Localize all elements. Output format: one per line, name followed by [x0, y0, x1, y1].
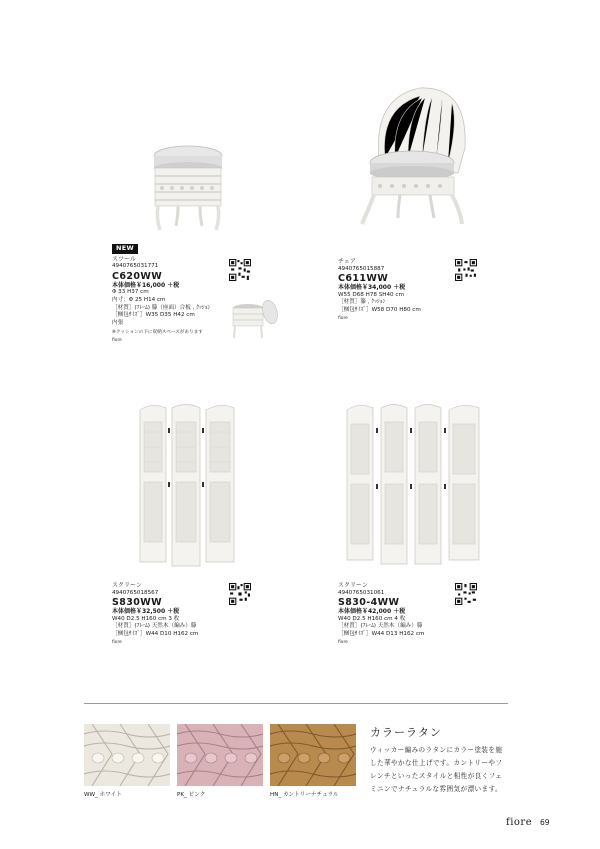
spec-line: ［材質］(ﾌﾚｰﾑ) 天然木（編み）籐	[112, 623, 197, 630]
brand-label: fiore	[112, 639, 122, 645]
product-stool	[112, 244, 322, 345]
section-divider	[84, 703, 508, 704]
stool-photo	[140, 138, 240, 238]
spec-line: ［材質］籐 , ｸｯｼｮﾝ	[338, 299, 386, 306]
product-name: スクリーン	[112, 582, 142, 589]
product-name: チェア	[338, 258, 356, 265]
product-code: S830-4WW	[338, 597, 400, 609]
brand-label: fiore	[112, 337, 122, 343]
jan-code: 4940765031771	[112, 263, 159, 270]
description-line: ウィッカー編みのラタンにカラー塗装を施	[370, 746, 503, 754]
product-chair	[338, 258, 548, 322]
spec-line: ［梱包ｻｲｽﾞ］W44 D13 H162 cm	[338, 630, 425, 637]
brand-label: fiore	[338, 639, 348, 645]
spec-line: ［梱包ｻｲｽﾞ］W35 D35 H42 cm	[112, 312, 195, 319]
product-price: 本体価格￥34,000 ＋税	[338, 284, 406, 292]
chair-photo	[350, 78, 480, 228]
jan-code: 4940765018567	[112, 589, 159, 596]
jan-code: 4940765031061	[338, 589, 385, 596]
spec-line: W40 D2.5 H160 cm 4 枚	[338, 615, 406, 622]
spec-line: 内寸：Φ 25 H14 cm	[112, 296, 166, 303]
product-code: C620WW	[112, 270, 163, 282]
footer-brand: fiore	[506, 817, 533, 828]
jan-code: 4940765015887	[338, 265, 385, 272]
color-section-title: カラーラタン	[370, 726, 442, 739]
spec-line: W40 D2.5 H160 cm 3 枚	[112, 615, 180, 622]
description-line: ミニンでナチュラルな雰囲気が漂います。	[370, 785, 502, 793]
product-name: スツール	[112, 255, 136, 263]
spec-line: Φ 33 H37 cm	[112, 289, 149, 296]
swatch-white	[84, 724, 170, 786]
new-badge: NEW	[112, 244, 138, 254]
spec-line: ［材質］(ﾌﾚｰﾑ) 天然木（編み）籐	[338, 623, 423, 630]
description-line: した華やかな仕上げです。カントリーやフ	[370, 759, 503, 767]
brand-label: fiore	[338, 315, 348, 321]
product-price: 本体価格￥42,000 ＋税	[338, 608, 406, 616]
page-number: 69	[540, 818, 550, 827]
product-code: S830WW	[112, 597, 163, 609]
product-price: 本体価格￥32,500 ＋税	[112, 608, 180, 616]
swatch-natural	[270, 724, 356, 786]
spec-line: W55 D68 H78 SH40 cm	[338, 291, 404, 298]
product-name: スクリーン	[338, 582, 368, 589]
spec-line: ［梱包ｻｲｽﾞ］W58 D70 H80 cm	[338, 306, 421, 313]
product-screen3	[112, 582, 322, 646]
description-line: レンチといったスタイルと相性が良くフェ	[370, 772, 503, 780]
screen4-photo	[343, 402, 485, 572]
swatch-label-pink: PK_ ピンク	[177, 792, 206, 798]
swatch-pink	[177, 724, 263, 786]
product-note: ※クッションの下に収納スペースがあります	[112, 330, 203, 336]
spec-line: ［梱包ｻｲｽﾞ］W44 D10 H162 cm	[112, 630, 199, 637]
product-code: C611WW	[338, 273, 389, 285]
spec-line: 内張	[112, 319, 124, 326]
product-price: 本体価格￥16,000 ＋税	[112, 281, 180, 289]
color-section-description	[370, 744, 520, 796]
screen3-photo	[136, 402, 238, 572]
swatch-label-white: WW_ ホワイト	[84, 792, 122, 798]
spec-line: ［材質］(ﾌﾚｰﾑ) 籐（座面）合板 , ｸｯｼｮﾝ	[112, 304, 211, 311]
swatch-label-natural: HN_ カントリーナチュラル	[270, 792, 339, 798]
product-screen4	[338, 582, 548, 646]
